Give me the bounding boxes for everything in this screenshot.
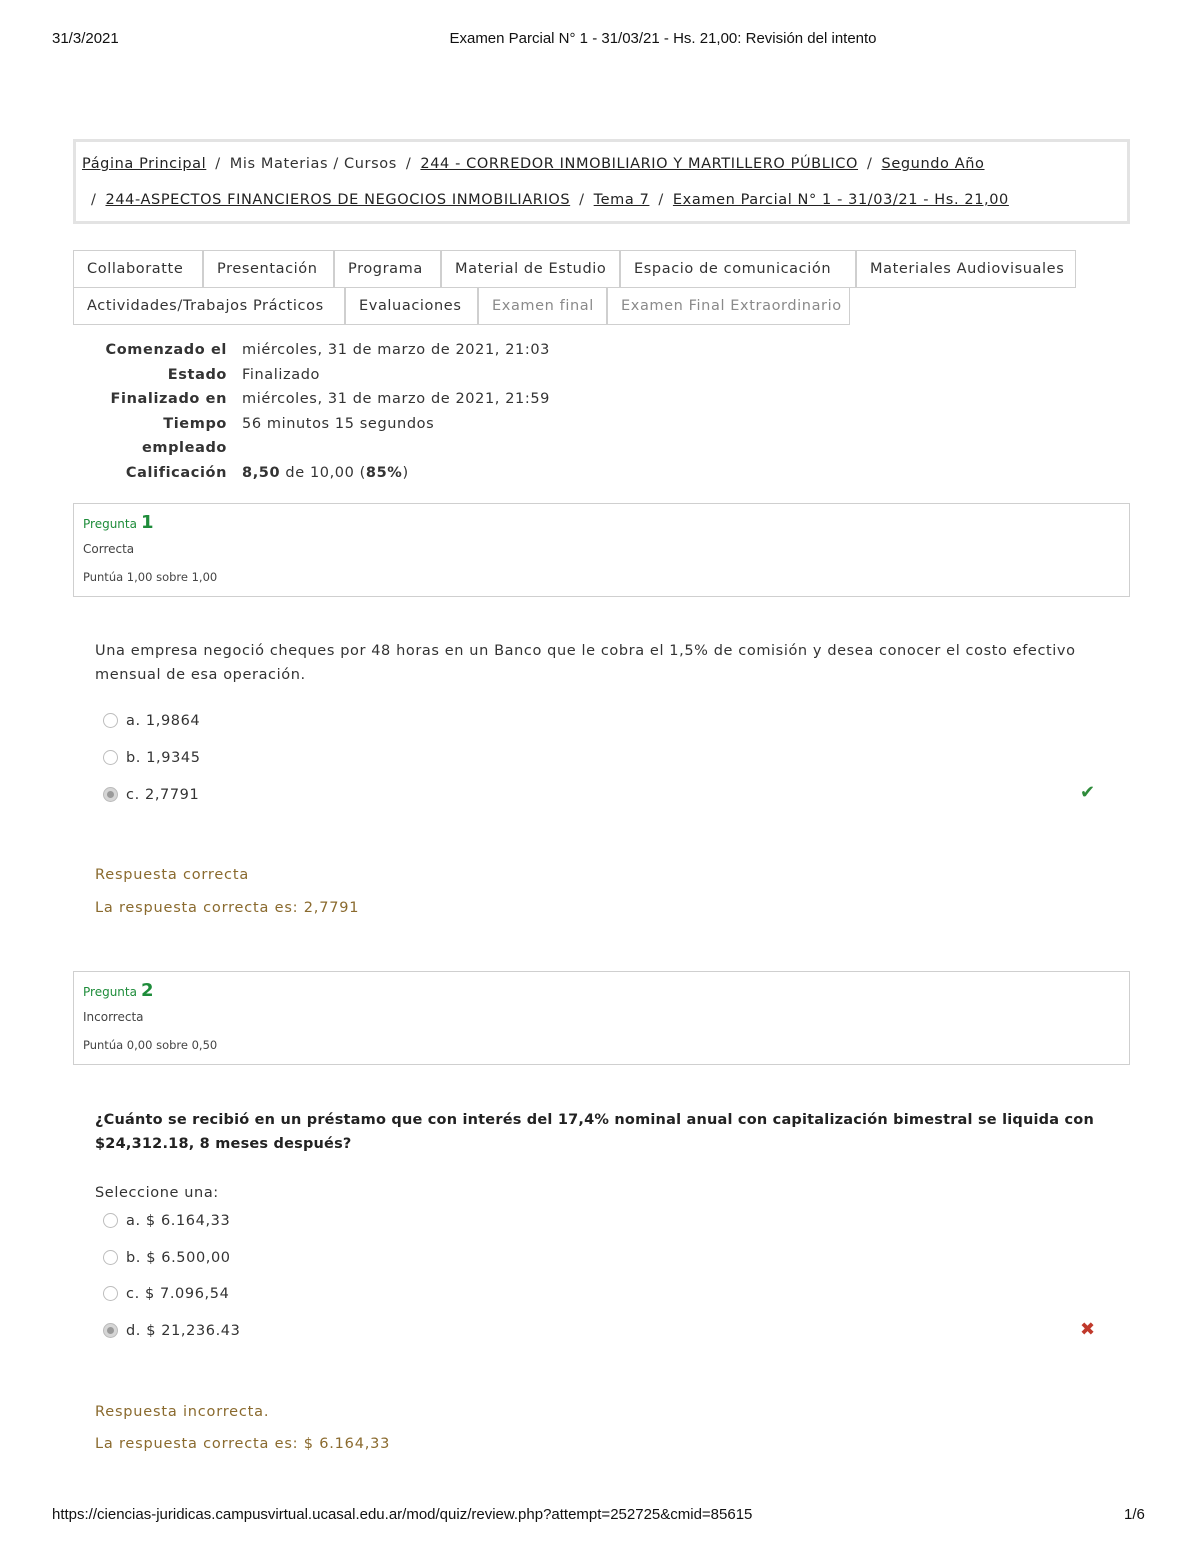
started-label: Comenzado el [105, 342, 227, 358]
breadcrumb-separator: / [658, 192, 664, 208]
grade-label: Calificación [125, 465, 227, 481]
tab-actividades[interactable]: Actividades/Trabajos Prácticos [73, 287, 345, 325]
grade-percent: 85% [365, 465, 403, 481]
correct-answer-text: La respuesta correcta es: $ 6.164,33 [95, 1436, 391, 1452]
radio-button-selected[interactable] [103, 787, 118, 802]
breadcrumb-home-link[interactable]: Página Principal [82, 156, 207, 172]
tab-evaluaciones[interactable]: Evaluaciones [345, 287, 478, 325]
grade-of: de 10,00 ( [285, 465, 366, 481]
tab-examen-final-extraordinario[interactable]: Examen Final Extraordinario [607, 287, 850, 325]
radio-button[interactable] [103, 750, 118, 765]
breadcrumb-separator: / [215, 156, 221, 172]
print-date: 31/3/2021 [52, 30, 119, 47]
tab-programa[interactable]: Programa [334, 250, 441, 288]
answer-option-selected[interactable] [103, 1323, 240, 1339]
question-info-1 [73, 503, 1130, 597]
select-one-prompt: Seleccione una: [95, 1185, 219, 1201]
question-label: Pregunta [83, 985, 137, 999]
check-icon: ✔ [1080, 782, 1096, 803]
question-state: Incorrecta [83, 1010, 144, 1024]
option-label: a. 1,9864 [126, 713, 201, 729]
question-number-value: 1 [140, 512, 154, 533]
grade-score: 8,50 [242, 465, 281, 481]
grade-value [242, 465, 409, 481]
feedback-text: Respuesta incorrecta. [95, 1404, 270, 1420]
breadcrumb-course-link[interactable]: 244-ASPECTOS FINANCIEROS DE NEGOCIOS INMOBILIARIOS [105, 192, 571, 208]
radio-button[interactable] [103, 1213, 118, 1228]
question-number [83, 980, 154, 1001]
question-text-2: ¿Cuánto se recibió en un préstamo que con interés del 17,4% nominal anual con capitalización bimestral se liquida con $24,312.18, 8 meses después? [95, 1112, 1094, 1152]
breadcrumb-exam-link[interactable]: Examen Parcial N° 1 - 31/03/21 - Hs. 21,00 [672, 192, 1009, 208]
tab-examen-final[interactable]: Examen final [478, 287, 607, 325]
option-label: b. $ 6.500,00 [126, 1250, 231, 1266]
answer-option[interactable] [103, 1286, 229, 1302]
option-label: a. $ 6.164,33 [126, 1213, 231, 1229]
state-value: Finalizado [242, 367, 321, 383]
question-number [83, 512, 154, 533]
option-label: c. 2,7791 [126, 787, 200, 803]
breadcrumb-topic-link[interactable]: Tema 7 [593, 192, 650, 208]
grade-close: ) [402, 465, 409, 481]
tab-presentacion[interactable]: Presentación [203, 250, 334, 288]
answer-option[interactable] [103, 1213, 230, 1229]
question-state: Correcta [83, 542, 135, 556]
question-info-2 [73, 971, 1130, 1065]
tab-materiales-audiovisuales[interactable]: Materiales Audiovisuales [856, 250, 1076, 288]
breadcrumb-separator: / [91, 192, 97, 208]
radio-button[interactable] [103, 713, 118, 728]
cross-icon: ✖ [1080, 1319, 1096, 1340]
breadcrumb-courses: Mis Materias / Cursos [229, 156, 397, 172]
question-label: Pregunta [83, 517, 137, 531]
option-label: c. $ 7.096,54 [126, 1286, 230, 1302]
radio-button-selected[interactable] [103, 1323, 118, 1338]
breadcrumb-career-link[interactable]: 244 - CORREDOR INMOBILIARIO Y MARTILLERO PÚBLICO [420, 156, 859, 172]
tab-material-estudio[interactable]: Material de Estudio [441, 250, 620, 288]
answer-option[interactable] [103, 750, 201, 766]
question-grade: Puntúa 1,00 sobre 1,00 [83, 570, 218, 584]
question-text-1: Una empresa negoció cheques por 48 horas en un Banco que le cobra el 1,5% de comisión y desea conocer el costo efectivo mensual de esa operación. [95, 643, 1076, 683]
time-value: 56 minutos 15 segundos [242, 416, 435, 432]
question-grade: Puntúa 0,00 sobre 0,50 [83, 1038, 218, 1052]
radio-button[interactable] [103, 1286, 118, 1301]
finished-label: Finalizado en [110, 391, 227, 407]
print-url: https://ciencias-juridicas.campusvirtual.ucasal.edu.ar/mod/quiz/review.php?attempt=252725&cmid=85615 [52, 1506, 753, 1523]
breadcrumb-year-link[interactable]: Segundo Año [881, 156, 985, 172]
breadcrumb-separator: / [867, 156, 873, 172]
option-label: d. $ 21,236.43 [126, 1323, 241, 1339]
correct-answer-text: La respuesta correcta es: 2,7791 [95, 900, 360, 916]
time-label-cont: empleado [141, 440, 227, 456]
breadcrumb-separator: / [405, 156, 412, 172]
finished-value: miércoles, 31 de marzo de 2021, 21:59 [242, 391, 550, 407]
feedback-text: Respuesta correcta [95, 867, 250, 883]
time-label: Tiempo [163, 416, 227, 432]
answer-option-selected[interactable] [103, 787, 199, 803]
question-number-value: 2 [140, 980, 154, 1001]
started-value: miércoles, 31 de marzo de 2021, 21:03 [242, 342, 550, 358]
print-page-number: 1/6 [1124, 1506, 1145, 1523]
state-label: Estado [167, 367, 227, 383]
tab-espacio-comunicacion[interactable]: Espacio de comunicación [620, 250, 856, 288]
breadcrumb-separator: / [579, 192, 585, 208]
answer-option[interactable] [103, 1250, 231, 1266]
option-label: b. 1,9345 [126, 750, 201, 766]
breadcrumb [73, 139, 1130, 224]
answer-option[interactable] [103, 713, 200, 729]
print-title: Examen Parcial N° 1 - 31/03/21 - Hs. 21,00: Revisión del intento [449, 30, 877, 47]
tab-collaboratte[interactable]: Collaboratte [73, 250, 203, 288]
radio-button[interactable] [103, 1250, 118, 1265]
